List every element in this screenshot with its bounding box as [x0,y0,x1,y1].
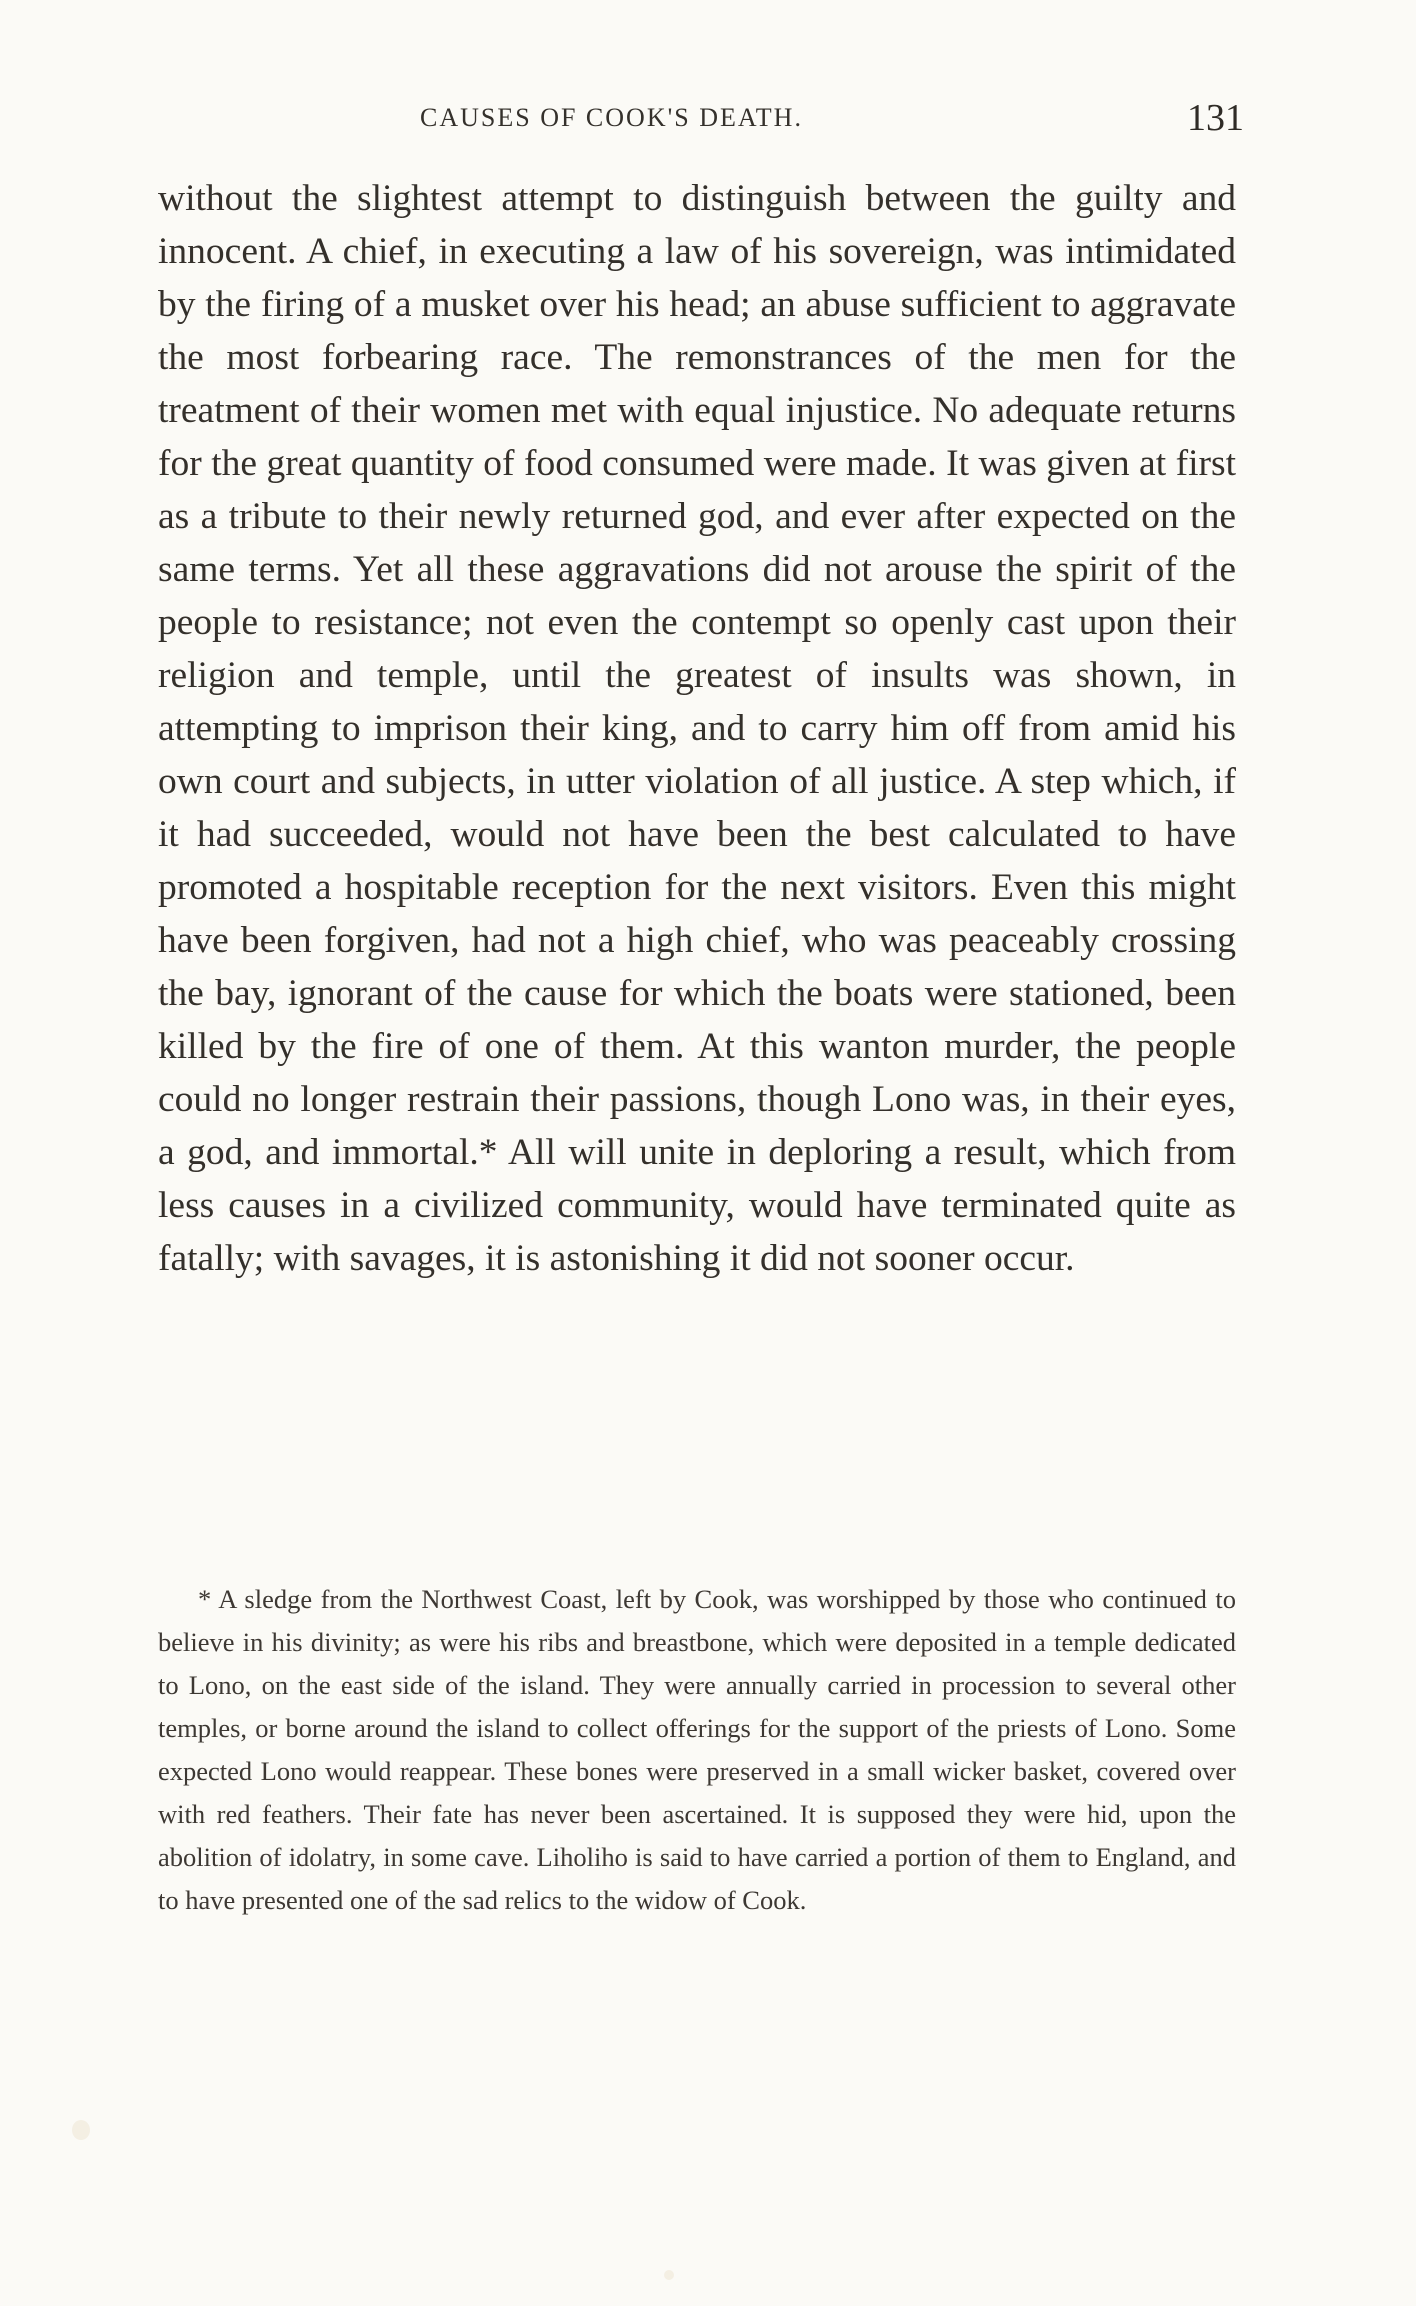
chapter-running-title: CAUSES OF COOK'S DEATH. [420,103,803,132]
footnote: * A sledge from the Northwest Coast, left by Cook, was worshipped by those who continued to believe in his divinity; as were his ribs and breastbone, which were deposited in a temple dedicated to Lono, on the east side of the island. They were annually carried in procession to several other temples, or borne around the island to collect offerings for the support of the priests of Lono. Some expected Lono would reappear. These bones were preserved in a small wicker basket, covered over with red feathers. Their fate has never been ascertained. It is supposed they were hid, upon the abolition of idolatry, in some cave. Liholiho is said to have carried a portion of them to England, and to have presented one of the sad relics to the widow of Cook. [158,1584,1236,1915]
running-head [158,90,1244,146]
paper-stain [72,2120,90,2140]
page-number: 131 [1187,97,1244,139]
paper-speck [664,2270,674,2280]
main-paragraph: without the slightest attempt to distinguish between the guilty and innocent. A chief, in executing a law of his sovereign, was intimidated by the firing of a musket over his head; an abuse sufficient to aggravate the most forbearing race. The remonstrances of the men for the treatment of their women met with equal injustice. No adequate returns for the great quantity of food consumed were made. It was given at first as a tribute to their newly returned god, and ever after expected on the same terms. Yet all these aggravations did not arouse the spirit of the people to resistance; not even the contempt so openly cast upon their religion and temple, until the greatest of insults was shown, in attempting to imprison their king, and to carry him off from amid his own court and subjects, in utter violation of all justice. A step which, if it had succeeded, would not have been the best calculated to have promoted a hospitable reception for the next visitors. Even this might have been forgiven, had not a high chief, who was peaceably crossing the bay, ignorant of the cause for which the boats were stationed, been killed by the fire of one of them. At this wanton murder, the people could no longer restrain their passions, though Lono was, in their eyes, a god, and immortal.* All will unite in deploring a result, which from less causes in a civilized community, would have terminated quite as fatally; with savages, it is astonishing it did not sooner occur. [158,178,1236,1279]
